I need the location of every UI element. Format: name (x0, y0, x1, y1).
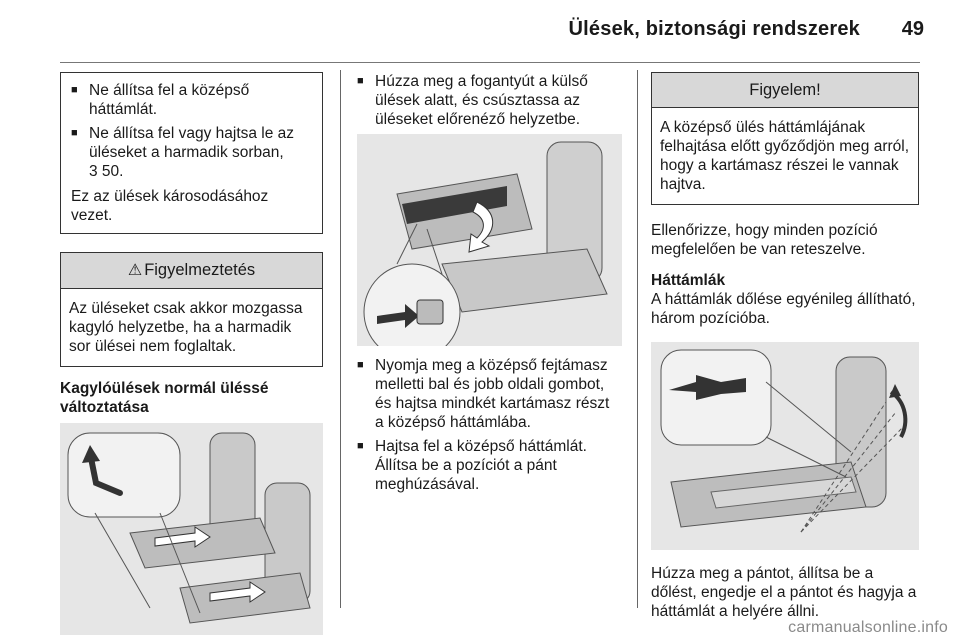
column-1 (60, 72, 323, 635)
page-reference[interactable]: 3 50. (89, 163, 124, 180)
list-item: ■ Ne állítsa fel a középső háttámlát. (71, 82, 250, 118)
notice-box (651, 72, 919, 205)
paragraph: A háttámlák dőlése egyénileg állítható, három pozícióba. (651, 291, 916, 327)
bullet-square-icon: ■ (71, 127, 78, 139)
warning-header (61, 253, 322, 289)
seat-illustration-2 (357, 134, 622, 346)
warning-box (60, 252, 323, 367)
caution-box (60, 72, 323, 234)
page-number: 49 (901, 18, 924, 40)
list-item: ■ Hajtsa fel a középső háttámlát. Állítsa be a pozíciót a pánt meghúzásával. (357, 438, 587, 493)
caution-text: Ez az ülések károsodásához vezet. (71, 188, 269, 224)
bullet-square-icon: ■ (357, 75, 364, 87)
watermark-text: carmanualsonline.info (788, 619, 948, 636)
warning-triangle-icon: ⚠ (127, 262, 143, 279)
bullet-square-icon: ■ (71, 84, 78, 96)
subsection-heading: Háttámlák (651, 272, 726, 289)
warning-title: Figyelmeztetés (144, 261, 256, 279)
column-3 (651, 72, 919, 621)
warning-text: Az üléseket csak akkor mozgassa kagyló helyzetbe, ha a harmadik sor ülései nem foglaltak. (69, 300, 303, 355)
list-item: ■ Ne állítsa fel vagy hajtsa le az üléseket a harmadik sorban, 3 50. (71, 125, 295, 180)
seat-illustration-1 (60, 423, 323, 635)
paragraph: Húzza meg a pántot, állítsa be a dőlést, engedje el a pántot és hagyja a háttámlát a helyére állni. (651, 565, 917, 620)
bullet-square-icon: ■ (357, 359, 364, 371)
notice-header: Figyelem! (652, 73, 918, 108)
page-title: Ülések, biztonsági rendszerek (568, 18, 860, 40)
list-item: ■ Nyomja meg a középső fejtámasz melletti bal és jobb oldali gombot, és hajtsa mindkét kartámasz részt a középső háttámlába. (357, 357, 610, 431)
bullet-square-icon: ■ (357, 440, 364, 452)
column-divider-2 (637, 70, 638, 608)
header-divider (60, 62, 920, 63)
column-2 (357, 72, 622, 499)
section-heading: Kagylóülések normál üléssé változtatása (60, 380, 269, 416)
column-divider-1 (340, 70, 341, 608)
list-item: ■ Húzza meg a fogantyút a külső ülések alatt, és csúsztassa az üléseket előrenéző helyzetbe. (357, 73, 588, 128)
paragraph: Ellenőrizze, hogy minden pozíció megfelelően be van reteszelve. (651, 222, 878, 258)
notice-text: A középső ülés háttámlájának felhajtása előtt győződjön meg arról, hogy a kartámasz részei le vannak hajtva. (660, 119, 910, 193)
seat-illustration-3 (651, 342, 919, 550)
